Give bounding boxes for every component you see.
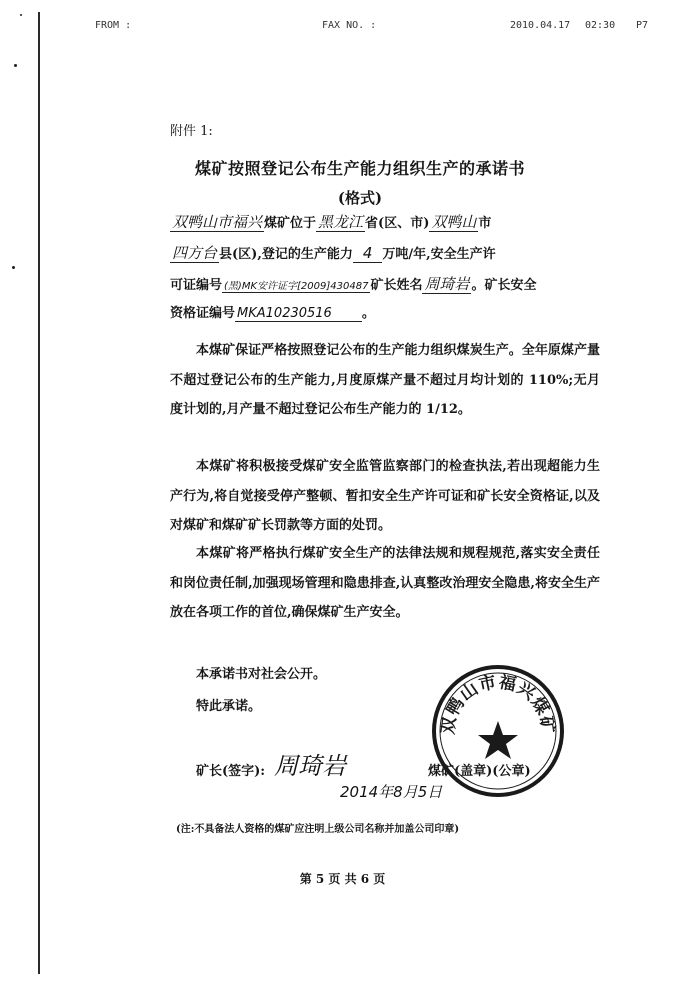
form-text: 矿长姓名 — [370, 278, 423, 293]
page-title: 煤矿按照登记公布生产能力组织生产的承诺书 — [194, 159, 525, 178]
form-text: 县(区),登记的生产能力 — [219, 247, 353, 262]
signature-date-handwritten: 2014年8月5日 — [340, 783, 443, 801]
form-line-4 — [170, 304, 600, 324]
paragraph-1: 本煤矿保证严格按照登记公布的生产能力组织煤炭生产。全年原煤产量不超过登记公布的生产能力,月度原煤产量不超过月均计划的 110%;无月度计划的,月产量不超过登记公布生产能力的 1/12。 — [170, 343, 600, 417]
form-text: 资格证编号 — [170, 306, 236, 321]
fax-time: 02:30 — [585, 20, 616, 31]
fax-date: 2010.04.17 — [510, 20, 571, 31]
director-signature: 周琦岩 — [274, 752, 346, 780]
director-name-handwritten: 周琦岩 — [424, 275, 470, 293]
form-text: 。 — [361, 306, 375, 321]
form-text: 万吨/年,安全生产许 — [382, 247, 496, 262]
form-line-2 — [170, 243, 600, 265]
page-number: 第 5 页 共 6 页 — [299, 872, 386, 886]
form-text: 煤矿位于 — [264, 216, 317, 231]
cert-no-handwritten: MKA10230516 — [235, 306, 362, 322]
paragraph-2: 本煤矿将积极接受煤矿安全监管监察部门的检查执法,若出现超能力生产行为,将自觉接受停产整顿、暂扣安全生产许可证和矿长安全资格证,以及对煤矿和煤矿矿长罚款等方面的处罚。 — [170, 459, 600, 533]
director-signature-label: 矿长(签字): — [196, 764, 266, 779]
city-handwritten: 双鸭山 — [431, 213, 477, 231]
page-subtitle: (格式) — [337, 189, 383, 207]
fax-page: P7 — [636, 20, 649, 31]
seal-text: 双鸭山市福兴煤矿 — [438, 672, 558, 736]
company-seal-stamp — [430, 663, 566, 799]
form-line-1 — [170, 212, 600, 234]
fax-number: FAX NO. : — [322, 20, 377, 31]
seal-star-icon — [478, 721, 518, 759]
closing-text: 特此承诺。 — [196, 699, 262, 714]
license-no-handwritten: (黑)MK安许证字[2009]430487 — [224, 281, 369, 292]
paragraph-3: 本煤矿将严格执行煤矿安全生产的法律法规和规程规范,落实安全责任和岗位责任制,加强现场管理和隐患排查,认真整改治理安全隐患,将安全生产放在各项工作的首位,确保煤矿生产安全。 — [170, 546, 600, 620]
form-text: 市 — [478, 216, 492, 231]
fax-from: FROM : — [95, 20, 132, 31]
form-line-3 — [170, 274, 600, 297]
form-text: 省(区、市) — [365, 216, 430, 231]
province-handwritten: 黑龙江 — [318, 213, 364, 231]
annex-label: 附件 1: — [170, 124, 213, 139]
footnote: (注:不具备法人资格的煤矿应注明上级公司名称并加盖公司印章) — [176, 824, 460, 835]
form-text: 。矿长安全 — [471, 278, 537, 293]
form-text: 可证编号 — [170, 278, 223, 293]
capacity-handwritten: 4 — [353, 244, 383, 263]
county-handwritten: 四方台 — [172, 244, 218, 262]
mine-name-handwritten: 双鸭山市福兴 — [172, 213, 263, 231]
public-notice: 本承诺书对社会公开。 — [196, 667, 327, 682]
seal-label: 煤矿(盖章)(公章) — [428, 764, 531, 779]
